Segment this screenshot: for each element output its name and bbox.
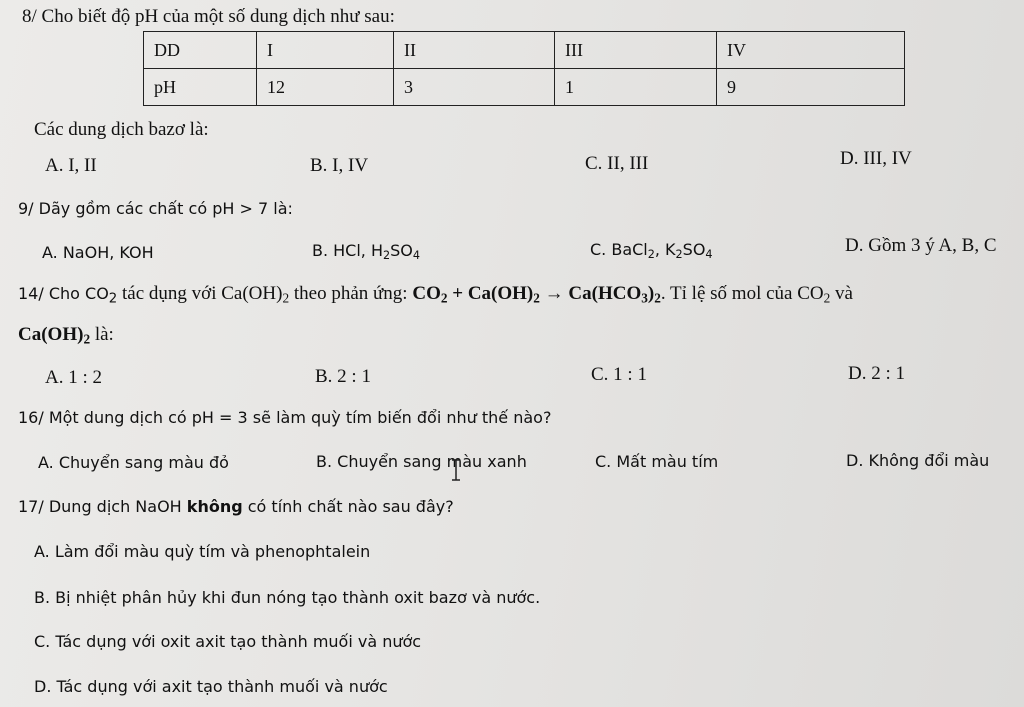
q8-option-b: B. I, IV (310, 155, 369, 176)
q14-option-a: A. 1 : 2 (45, 367, 102, 388)
table-cell: pH (144, 69, 257, 106)
q16-option-c: C. Mất màu tím (595, 452, 719, 471)
table-row (144, 69, 905, 106)
q9-option-a: A. NaOH, KOH (42, 243, 154, 262)
ph-table (143, 31, 905, 106)
q14-statement: 14/ Cho $CO_2$ tác dụng với $Ca(OH)_2$ theo phản ứng: $CO_2 + Ca(OH)_2 \to Ca(HCO_3)_2$. Tỉ lệ số mol của $CO_2$ và (18, 283, 853, 307)
q16-option-b: B. Chuyển sang màu xanh (316, 452, 527, 471)
table-cell: 9 (717, 69, 905, 106)
table-cell: 3 (394, 69, 555, 106)
q14-option-d: D. 2 : 1 (848, 363, 905, 384)
text-cursor-icon (451, 459, 461, 481)
q17-option-d: D. Tác dụng với axit tạo thành muối và nước (34, 677, 388, 696)
q8-question: Các dung dịch bazơ là: (34, 119, 209, 140)
q17-option-a: A. Làm đổi màu quỳ tím và phenophtalein (34, 542, 371, 561)
table-cell: II (394, 32, 555, 69)
q16-option-d: D. Không đổi màu (846, 451, 990, 470)
table-cell: III (555, 32, 717, 69)
q9-title: 9/ Dãy gồm các chất có pH > 7 là: (18, 199, 293, 218)
q17-option-c: C. Tác dụng với oxit axit tạo thành muối và nước (34, 632, 422, 651)
q8-option-a: A. I, II (45, 155, 97, 176)
table-cell: 12 (257, 69, 394, 106)
q8-title: 8/ Cho biết độ pH của một số dung dịch như sau: (22, 6, 395, 27)
table-cell: 1 (555, 69, 717, 106)
q14-option-b: B. 2 : 1 (315, 366, 371, 387)
q16-title: 16/ Một dung dịch có pH = 3 sẽ làm quỳ tím biến đổi như thế nào? (18, 408, 552, 427)
table-row (144, 32, 905, 69)
table-cell: IV (717, 32, 905, 69)
q8-option-c: C. II, III (585, 153, 649, 174)
q16-option-a: A. Chuyển sang màu đỏ (38, 453, 229, 472)
table-cell: DD (144, 32, 257, 69)
q8-option-d: D. III, IV (840, 148, 912, 169)
q9-option-d: D. Gồm 3 ý A, B, C (845, 235, 997, 256)
q17-option-b: B. Bị nhiệt phân hủy khi đun nóng tạo thành oxit bazơ và nước. (34, 588, 541, 607)
q9-option-b: B. HCl, $H_2SO_4$ (312, 241, 420, 262)
q14-option-c: C. 1 : 1 (591, 364, 647, 385)
q9-option-c: C. BaCl$_2$, $K_2SO_4$ (590, 240, 713, 261)
q17-title: 17/ Dung dịch NaOH không có tính chất nào sau đây? (18, 497, 454, 516)
table-cell: I (257, 32, 394, 69)
q14-statement-line2: $Ca(OH)_2$ là: (18, 324, 114, 347)
